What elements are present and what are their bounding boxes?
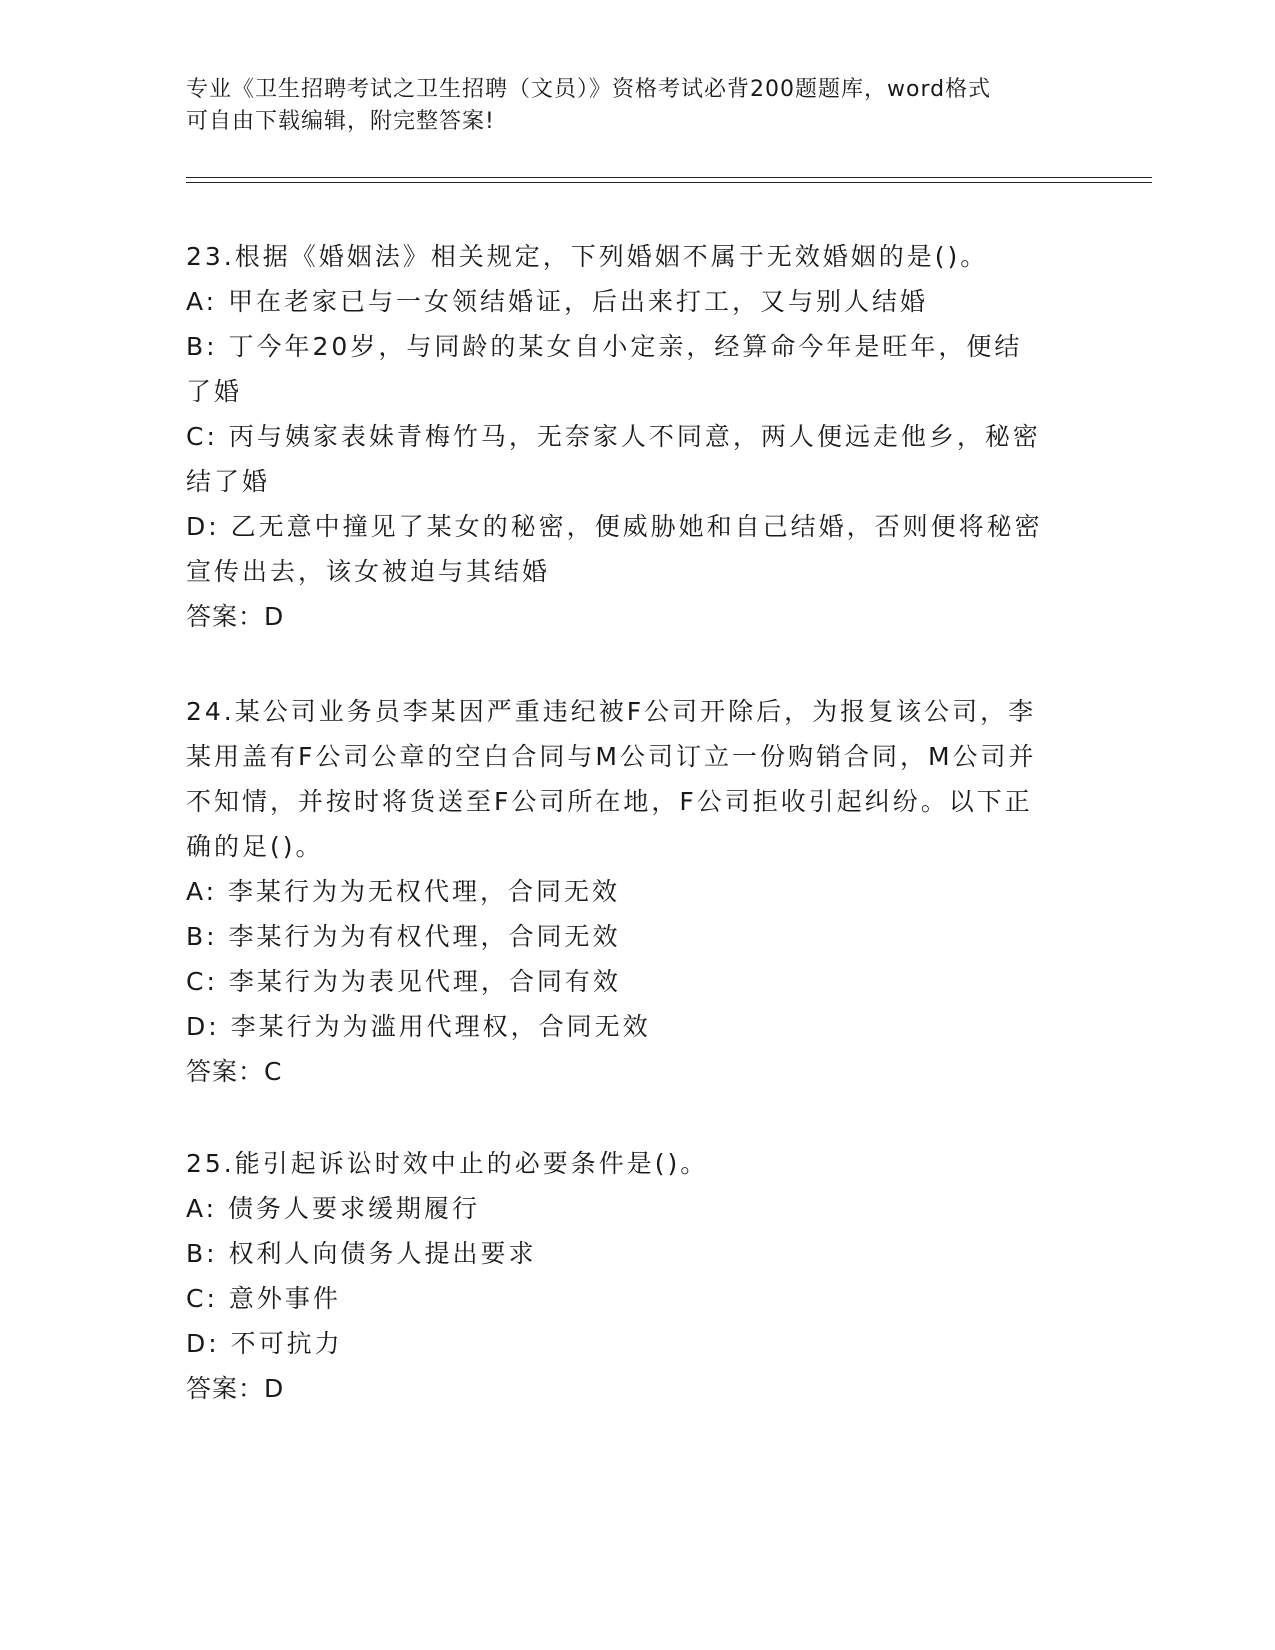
document-header [186, 74, 1066, 138]
answer: 答案：C [186, 1057, 283, 1086]
option-a: A: 李某行为为无权代理，合同无效 [186, 877, 621, 906]
header-line-2: 可自由下载编辑，附完整答案! [186, 109, 495, 134]
question-stem-line: 25.能引起诉讼时效中止的必要条件是()。 [186, 1149, 709, 1178]
question-stem-line: 24.某公司业务员李某因严重违纪被F公司开除后，为报复该公司，李 [186, 697, 1037, 726]
option-d: D: 乙无意中撞见了某女的秘密，便威胁她和自己结婚，否则便将秘密 [186, 512, 1043, 541]
question-25 [186, 1141, 1086, 1411]
question-stem-line: 确的足()。 [186, 832, 324, 861]
option-b: B: 丁今年20岁，与同龄的某女自小定亲，经算命今年是旺年，便结 [186, 332, 1023, 361]
option-d: D: 李某行为为滥用代理权，合同无效 [186, 1012, 651, 1041]
option-b: B: 李某行为为有权代理，合同无效 [186, 922, 621, 951]
question-24 [186, 689, 1086, 1094]
option-c: C: 意外事件 [186, 1284, 341, 1313]
option-a: A: 债务人要求缓期履行 [186, 1194, 481, 1223]
option-c: C: 李某行为为表见代理，合同有效 [186, 967, 621, 996]
header-rule-top [186, 177, 1152, 178]
option-a: A: 甲在老家已与一女领结婚证，后出来打工，又与别人结婚 [186, 287, 929, 316]
answer: 答案：D [186, 1374, 285, 1403]
option-b: B: 权利人向债务人提出要求 [186, 1239, 537, 1268]
question-stem-line: 某用盖有F公司公章的空白合同与M公司订立一份购销合同，M公司并 [186, 742, 1037, 771]
header-line-1: 专业《卫生招聘考试之卫生招聘（文员）》资格考试必背200题题库，word格式 [186, 77, 992, 102]
option-c-cont: 结了婚 [186, 467, 271, 496]
question-stem-line: 23.根据《婚姻法》相关规定，下列婚姻不属于无效婚姻的是()。 [186, 242, 989, 271]
option-d: D: 不可抗力 [186, 1329, 343, 1358]
question-stem-line: 不知情，并按时将货送至F公司所在地，F公司拒收引起纠纷。以下正 [186, 787, 1033, 816]
option-c: C: 丙与姨家表妹青梅竹马，无奈家人不同意，两人便远走他乡，秘密 [186, 422, 1041, 451]
answer: 答案：D [186, 602, 285, 631]
question-23 [186, 234, 1086, 639]
header-rule-bottom [186, 182, 1152, 183]
option-d-cont: 宣传出去，该女被迫与其结婚 [186, 557, 551, 586]
option-b-cont: 了婚 [186, 377, 243, 406]
